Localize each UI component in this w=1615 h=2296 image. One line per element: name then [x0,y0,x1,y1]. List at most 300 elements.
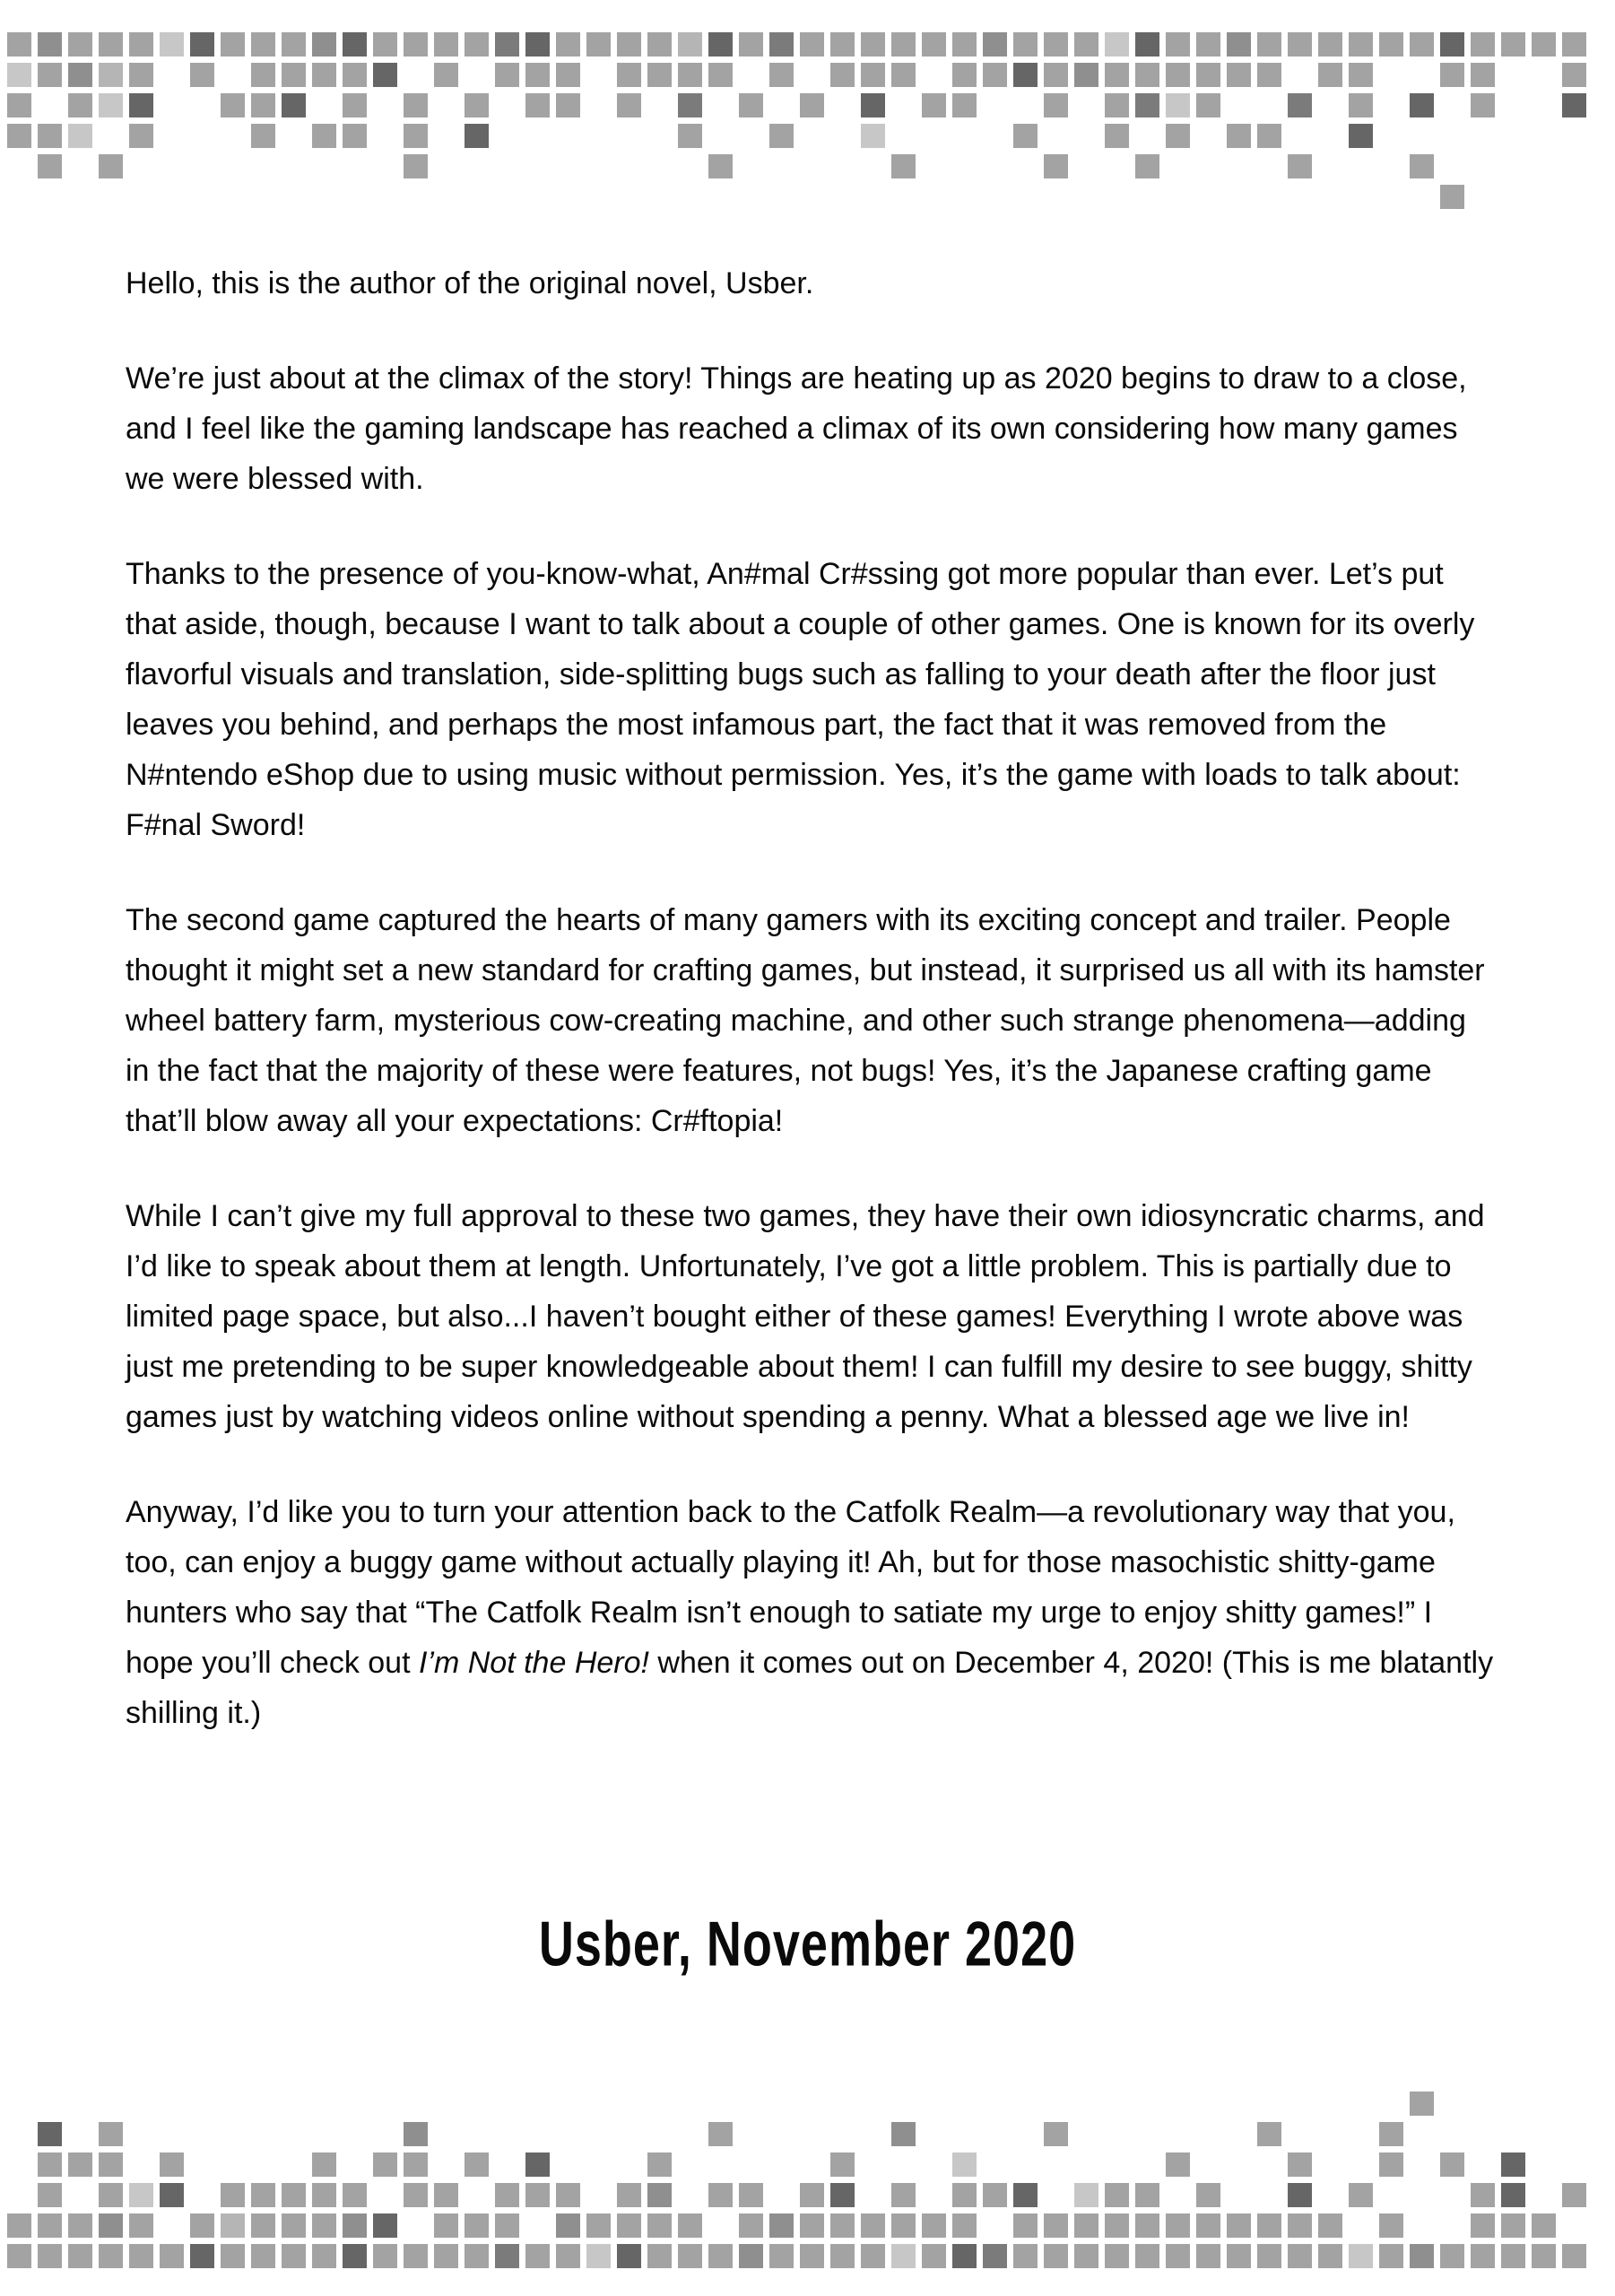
mosaic-square [830,2244,855,2268]
mosaic-square [983,2183,1007,2207]
mosaic-square [373,2213,397,2238]
mosaic-square [495,2213,519,2238]
mosaic-square [1135,2183,1159,2207]
mosaic-square [1013,2183,1038,2207]
mosaic-square [861,93,885,117]
mosaic-empty-cell [373,2183,397,2207]
mosaic-square [1288,93,1312,117]
mosaic-empty-cell [1105,185,1129,209]
mosaic-square [891,2213,916,2238]
mosaic-empty-cell [1501,124,1525,148]
mosaic-square [282,63,306,87]
mosaic-empty-cell [525,124,550,148]
mosaic-square [404,93,428,117]
mosaic-empty-cell [1288,185,1312,209]
mosaic-empty-cell [647,2122,672,2146]
mosaic-square [1562,32,1586,57]
mosaic-square [1166,93,1190,117]
mosaic-empty-cell [647,154,672,178]
mosaic-square [830,32,855,57]
mosaic-empty-cell [221,154,245,178]
mosaic-empty-cell [708,124,733,148]
mosaic-empty-cell [952,2092,977,2116]
mosaic-empty-cell [7,2122,31,2146]
mosaic-empty-cell [922,185,946,209]
mosaic-square [1044,2244,1068,2268]
mosaic-empty-cell [861,2152,885,2177]
mosaic-square [617,2183,641,2207]
mosaic-empty-cell [586,2122,611,2146]
mosaic-empty-cell [1105,154,1129,178]
mosaic-square [1166,63,1190,87]
mosaic-square [647,63,672,87]
mosaic-empty-cell [190,124,214,148]
mosaic-empty-cell [739,2152,763,2177]
mosaic-square [647,2183,672,2207]
mosaic-square [1318,2213,1342,2238]
mosaic-empty-cell [800,63,824,87]
mosaic-empty-cell [1074,93,1098,117]
mosaic-square [678,32,702,57]
mosaic-empty-cell [1318,124,1342,148]
mosaic-empty-cell [1562,2152,1586,2177]
mosaic-empty-cell [1532,63,1556,87]
mosaic-square [282,2183,306,2207]
mosaic-empty-cell [861,2092,885,2116]
mosaic-square [1379,2244,1403,2268]
mosaic-empty-cell [769,185,794,209]
mosaic-square [221,2244,245,2268]
mosaic-square [1044,2122,1068,2146]
mosaic-square [465,93,489,117]
mosaic-square [1410,154,1434,178]
mosaic-empty-cell [404,2092,428,2116]
mosaic-square [861,2213,885,2238]
mosaic-empty-cell [1562,2092,1586,2116]
mosaic-square [343,124,367,148]
mosaic-square [7,2213,31,2238]
mosaic-empty-cell [1013,154,1038,178]
mosaic-empty-cell [343,2092,367,2116]
mosaic-square [800,32,824,57]
mosaic-square [1318,2244,1342,2268]
mosaic-square [465,2244,489,2268]
mosaic-square [1471,63,1495,87]
mosaic-empty-cell [1074,185,1098,209]
mosaic-empty-cell [38,185,62,209]
mosaic-square [312,2213,336,2238]
mosaic-empty-cell [190,2152,214,2177]
afterword-paragraph-climax: We’re just about at the climax of the story! Things are heating up as 2020 begins to draw to a close, and I feel like the gaming landscape has reached a climax of its own considering how many games we were blessed with. [126,361,1467,496]
mosaic-square [1562,2244,1586,2268]
mosaic-empty-cell [1349,2092,1373,2116]
mosaic-empty-cell [1074,2092,1098,2116]
mosaic-square [1288,154,1312,178]
mosaic-empty-cell [1410,185,1434,209]
mosaic-square [373,63,397,87]
mosaic-square [769,63,794,87]
mosaic-square [68,63,92,87]
mosaic-empty-cell [1227,185,1251,209]
mosaic-square [495,32,519,57]
mosaic-empty-cell [434,154,458,178]
mosaic-empty-cell [983,154,1007,178]
mosaic-empty-cell [1379,63,1403,87]
mosaic-square [525,32,550,57]
mosaic-empty-cell [922,2183,946,2207]
mosaic-square [1440,185,1464,209]
mosaic-empty-cell [1562,124,1586,148]
mosaic-empty-cell [129,154,153,178]
mosaic-empty-cell [68,2092,92,2116]
mosaic-empty-cell [1074,124,1098,148]
mosaic-square [38,154,62,178]
mosaic-empty-cell [830,2122,855,2146]
mosaic-empty-cell [282,185,306,209]
mosaic-empty-cell [38,2092,62,2116]
mosaic-empty-cell [1410,63,1434,87]
mosaic-empty-cell [434,2122,458,2146]
mosaic-empty-cell [708,185,733,209]
game-title-italic: I’m Not the Hero! [418,1646,649,1680]
mosaic-empty-cell [1379,93,1403,117]
mosaic-empty-cell [373,2092,397,2116]
mosaic-square [7,63,31,87]
mosaic-square [1013,63,1038,87]
mosaic-square [1044,63,1068,87]
author-signature: Usber, November 2020 [538,1909,1077,1980]
mosaic-square [343,2244,367,2268]
mosaic-empty-cell [7,185,31,209]
mosaic-square [1135,2244,1159,2268]
mosaic-square [99,63,123,87]
mosaic-square [1074,63,1098,87]
mosaic-empty-cell [1196,124,1220,148]
mosaic-empty-cell [495,93,519,117]
mosaic-square [952,2183,977,2207]
mosaic-empty-cell [312,154,336,178]
mosaic-square [952,32,977,57]
mosaic-square [434,2183,458,2207]
mosaic-empty-cell [1379,2183,1403,2207]
mosaic-square [800,2183,824,2207]
mosaic-empty-cell [434,2092,458,2116]
mosaic-empty-cell [525,2213,550,2238]
mosaic-square [556,2183,580,2207]
mosaic-square [7,2244,31,2268]
mosaic-square [221,2183,245,2207]
mosaic-square [1196,93,1220,117]
mosaic-empty-cell [129,185,153,209]
mosaic-square [1074,2213,1098,2238]
mosaic-empty-cell [1288,2092,1312,2116]
mosaic-empty-cell [1471,185,1495,209]
mosaic-square [1044,93,1068,117]
mosaic-empty-cell [1227,2183,1251,2207]
mosaic-empty-cell [251,154,275,178]
mosaic-empty-cell [800,2092,824,2116]
mosaic-square [556,2244,580,2268]
mosaic-square [922,32,946,57]
mosaic-square [282,93,306,117]
mosaic-empty-cell [1410,2213,1434,2238]
mosaic-empty-cell [1013,185,1038,209]
mosaic-empty-cell [1349,2152,1373,2177]
mosaic-square [678,2244,702,2268]
mosaic-empty-cell [1227,154,1251,178]
mosaic-square [830,63,855,87]
mosaic-empty-cell [861,2183,885,2207]
mosaic-square [1532,2213,1556,2238]
mosaic-empty-cell [7,2092,31,2116]
mosaic-square [1105,2213,1129,2238]
mosaic-empty-cell [769,2183,794,2207]
mosaic-empty-cell [1471,2092,1495,2116]
mosaic-square [465,2213,489,2238]
mosaic-square [7,32,31,57]
mosaic-square [1166,32,1190,57]
mosaic-empty-cell [373,185,397,209]
mosaic-empty-cell [739,185,763,209]
mosaic-empty-cell [1410,2152,1434,2177]
mosaic-square [343,63,367,87]
mosaic-empty-cell [1349,154,1373,178]
mosaic-empty-cell [708,2152,733,2177]
mosaic-empty-cell [1257,2152,1281,2177]
mosaic-empty-cell [1532,2183,1556,2207]
afterword-paragraph-confession: While I can’t give my full approval to these two games, they have their own idiosyncratic charms, and I’d like to speak about them at length. Unfortunately, I’ve got a little problem. This is partially due to limited page space, but also...I haven’t bought either of these games! Everything I wrote above was just me pretending to be super knowledgeable about them! I can fulfill my desire to see buggy, shitty games just by watching videos online without spending a penny. What a blessed age we live in! [126,1199,1485,1434]
mosaic-empty-cell [1257,93,1281,117]
mosaic-square [1257,63,1281,87]
mosaic-empty-cell [68,154,92,178]
mosaic-empty-cell [251,185,275,209]
mosaic-square [251,93,275,117]
mosaic-empty-cell [1440,154,1464,178]
mosaic-empty-cell [1318,2122,1342,2146]
mosaic-empty-cell [983,124,1007,148]
mosaic-square [800,2244,824,2268]
mosaic-empty-cell [1227,2122,1251,2146]
mosaic-empty-cell [800,124,824,148]
mosaic-empty-cell [495,124,519,148]
mosaic-square [129,2183,153,2207]
mosaic-empty-cell [830,154,855,178]
mosaic-square [160,2244,184,2268]
mosaic-square [99,32,123,57]
mosaic-empty-cell [343,2152,367,2177]
mosaic-empty-cell [1501,63,1525,87]
mosaic-empty-cell [891,185,916,209]
mosaic-empty-cell [190,2183,214,2207]
mosaic-empty-cell [221,124,245,148]
mosaic-square [99,2183,123,2207]
mosaic-square [434,2213,458,2238]
mosaic-empty-cell [160,124,184,148]
mosaic-empty-cell [1501,154,1525,178]
mosaic-square [952,2213,977,2238]
mosaic-square [1227,124,1251,148]
mosaic-empty-cell [282,154,306,178]
mosaic-empty-cell [1532,2122,1556,2146]
mosaic-square [1288,2213,1312,2238]
mosaic-empty-cell [983,93,1007,117]
mosaic-square [282,32,306,57]
mosaic-square [708,154,733,178]
mosaic-square [1074,32,1098,57]
mosaic-square [1349,2244,1373,2268]
mosaic-square [221,2213,245,2238]
mosaic-empty-cell [891,93,916,117]
mosaic-square [1105,63,1129,87]
mosaic-square [38,2183,62,2207]
mosaic-empty-cell [465,63,489,87]
mosaic-square [434,32,458,57]
mosaic-empty-cell [891,124,916,148]
mosaic-empty-cell [861,2122,885,2146]
mosaic-empty-cell [1227,93,1251,117]
mosaic-empty-cell [1257,2183,1281,2207]
mosaic-empty-cell [1166,154,1190,178]
mosaic-empty-cell [160,185,184,209]
mosaic-square [1135,32,1159,57]
mosaic-empty-cell [1501,2122,1525,2146]
mosaic-square [99,2244,123,2268]
mosaic-square [891,2183,916,2207]
mosaic-empty-cell [1349,185,1373,209]
mosaic-square [952,2244,977,2268]
mosaic-empty-cell [922,63,946,87]
mosaic-empty-cell [1166,2092,1190,2116]
mosaic-empty-cell [1471,2122,1495,2146]
mosaic-square [343,93,367,117]
mosaic-square [434,63,458,87]
mosaic-square [617,93,641,117]
mosaic-square [556,63,580,87]
mosaic-empty-cell [556,2122,580,2146]
mosaic-square [38,2152,62,2177]
mosaic-square [373,2152,397,2177]
mosaic-empty-cell [1013,2092,1038,2116]
mosaic-empty-cell [1013,2152,1038,2177]
mosaic-square [1410,2092,1434,2116]
mosaic-square [1471,32,1495,57]
mosaic-empty-cell [1044,2152,1068,2177]
mosaic-empty-cell [1471,154,1495,178]
mosaic-empty-cell [739,2092,763,2116]
mosaic-square [861,63,885,87]
mosaic-empty-cell [221,2122,245,2146]
mosaic-square [861,32,885,57]
mosaic-square [891,32,916,57]
mosaic-empty-cell [312,2122,336,2146]
mosaic-empty-cell [1227,2092,1251,2116]
mosaic-empty-cell [983,185,1007,209]
mosaic-empty-cell [190,93,214,117]
mosaic-square [1501,32,1525,57]
mosaic-empty-cell [739,2122,763,2146]
mosaic-square [251,2213,275,2238]
mosaic-square [739,2183,763,2207]
mosaic-square [1288,2244,1312,2268]
mosaic-square [404,2152,428,2177]
mosaic-empty-cell [1196,2092,1220,2116]
mosaic-square [160,32,184,57]
mosaic-empty-cell [129,2122,153,2146]
mosaic-empty-cell [830,2092,855,2116]
mosaic-empty-cell [1044,124,1068,148]
mosaic-empty-cell [1318,93,1342,117]
mosaic-empty-cell [1562,2213,1586,2238]
mosaic-empty-cell [586,2183,611,2207]
mosaic-empty-cell [861,185,885,209]
mosaic-square [739,2213,763,2238]
mosaic-square [1318,63,1342,87]
mosaic-square [983,63,1007,87]
mosaic-empty-cell [1410,2122,1434,2146]
mosaic-empty-cell [1532,93,1556,117]
mosaic-square [312,124,336,148]
mosaic-square [221,32,245,57]
mosaic-empty-cell [861,154,885,178]
mosaic-empty-cell [1257,185,1281,209]
mosaic-square [1166,124,1190,148]
mosaic-empty-cell [800,2122,824,2146]
mosaic-square [678,93,702,117]
afterword-paragraph-plug [126,1487,1496,1738]
mosaic-empty-cell [404,185,428,209]
mosaic-square [525,2183,550,2207]
mosaic-empty-cell [830,93,855,117]
mosaic-square [1013,124,1038,148]
mosaic-square [1105,2244,1129,2268]
mosaic-square [99,2152,123,2177]
mosaic-square [1562,2183,1586,2207]
afterword-text [126,258,1496,1783]
mosaic-empty-cell [739,63,763,87]
mosaic-square [1105,93,1129,117]
mosaic-square [282,2244,306,2268]
mosaic-empty-cell [1379,2092,1403,2116]
mosaic-empty-cell [373,124,397,148]
mosaic-square [1440,2244,1464,2268]
mosaic-empty-cell [922,2122,946,2146]
mosaic-square [373,2244,397,2268]
mosaic-square [404,154,428,178]
mosaic-square [1227,2213,1251,2238]
afterword-paragraph-final-sword: Thanks to the presence of you-know-what, An#mal Cr#ssing got more popular than ever. Let’s put that aside, though, because I want to talk about a couple of other games. One is known for its overly flavorful visuals and translation, side-splitting bugs such as falling to your death after the floor just leaves you behind, and perhaps the most infamous part, the fact that it was removed from the N#ntendo eShop due to using music without permission. Yes, it’s the game with loads to talk about: F#nal Sword! [126,557,1475,842]
mosaic-square [404,2122,428,2146]
mosaic-square [1013,32,1038,57]
mosaic-empty-cell [1501,93,1525,117]
mosaic-empty-cell [190,2092,214,2116]
mosaic-empty-cell [343,2122,367,2146]
mosaic-empty-cell [739,124,763,148]
mosaic-empty-cell [556,185,580,209]
mosaic-square [952,2152,977,2177]
mosaic-empty-cell [678,2152,702,2177]
mosaic-empty-cell [495,2092,519,2116]
mosaic-square [465,32,489,57]
mosaic-empty-cell [678,154,702,178]
mosaic-empty-cell [190,154,214,178]
mosaic-empty-cell [617,185,641,209]
mosaic-empty-cell [404,2213,428,2238]
mosaic-empty-cell [221,2092,245,2116]
mosaic-empty-cell [1288,2122,1312,2146]
mosaic-square [1105,32,1129,57]
mosaic-empty-cell [434,185,458,209]
mosaic-empty-cell [1532,2092,1556,2116]
